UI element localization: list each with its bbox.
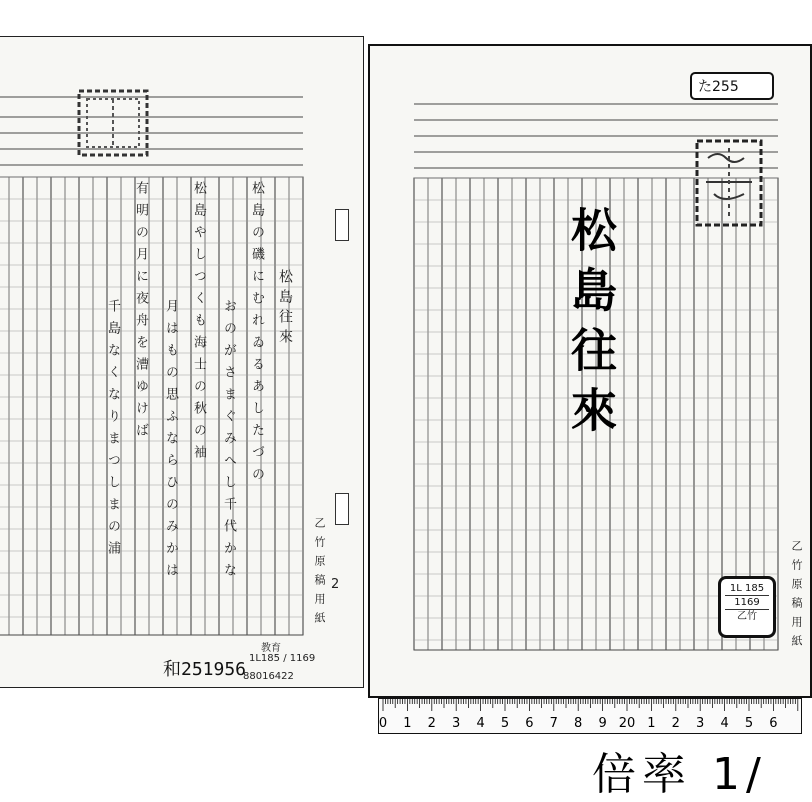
ruler-tick-label: 5 xyxy=(744,716,754,731)
left-manuscript-grid xyxy=(0,37,363,687)
poem-line-3-continuation: 千島なくなりまつしまの浦 xyxy=(105,299,120,563)
left-page-heading: 松島往來 xyxy=(277,269,293,349)
note-mid: 1L185 / 1169 xyxy=(249,653,316,664)
ruler-tick-label: 7 xyxy=(549,716,558,731)
ruler-tick-label: 4 xyxy=(720,716,729,731)
poem-line-3: 有明の月に夜舟を漕ゆけば xyxy=(133,181,148,445)
ruler-tick-label: 2 xyxy=(427,716,436,731)
ruler-tick-label: 8 xyxy=(574,716,583,731)
ruler-tick-label: 9 xyxy=(598,716,607,731)
catalog-number: 和251956 xyxy=(163,659,247,680)
poem-line-1: 松島の磯にむれゐるあしたづの xyxy=(249,181,264,489)
ruler-tick-label: 3 xyxy=(452,716,461,731)
left-page-mark: 2 xyxy=(331,577,340,592)
measurement-ruler xyxy=(378,698,802,734)
ruler-tick-label: 1 xyxy=(647,716,656,731)
ownership-seal-left xyxy=(77,89,149,157)
poem-line-2: 松島やしつくも海士の秋の袖 xyxy=(191,181,206,467)
poem-line-2-continuation: 月はもの思ふならひのみかは xyxy=(163,299,178,585)
ruler-tick-label: 2 xyxy=(671,716,680,731)
poem-line-1-continuation: おのがさまぐみへし千代かな xyxy=(221,299,236,585)
left-manuscript-sheet xyxy=(0,36,364,688)
ruler-scale xyxy=(379,699,801,733)
right-paper-label: 乙竹原稿用紙 xyxy=(790,540,803,654)
ruler-tick-label: 5 xyxy=(500,716,510,731)
ruler-tick-label: 6 xyxy=(769,716,778,731)
ruler-tick-label: 4 xyxy=(476,716,485,731)
stamp-line-2: 1169 xyxy=(725,596,769,610)
note-top: 教育 xyxy=(261,643,281,654)
ruler-tick-label: 3 xyxy=(696,716,705,731)
binding-hole-upper xyxy=(335,209,349,241)
ruler-tick-label: 0 xyxy=(378,716,388,731)
ruler-tick-label: 6 xyxy=(525,716,534,731)
ruler-tick-label: 20 xyxy=(618,716,636,731)
left-paper-label: 乙竹原稿用紙 xyxy=(313,517,326,631)
note-bottom: 88016422 xyxy=(243,671,294,682)
library-stamp-box xyxy=(718,576,776,638)
stamp-line-1: 1L 185 xyxy=(725,582,769,596)
binding-hole-lower xyxy=(335,493,349,525)
catalog-tag: た255 xyxy=(690,72,774,100)
ownership-seal-right xyxy=(694,138,764,228)
magnification-label: 倍率 1/ xyxy=(592,749,767,800)
stamp-line-3: 乙竹 xyxy=(737,611,757,622)
document-title: 松島往來 xyxy=(564,206,618,446)
ruler-tick-label: 1 xyxy=(403,716,412,731)
